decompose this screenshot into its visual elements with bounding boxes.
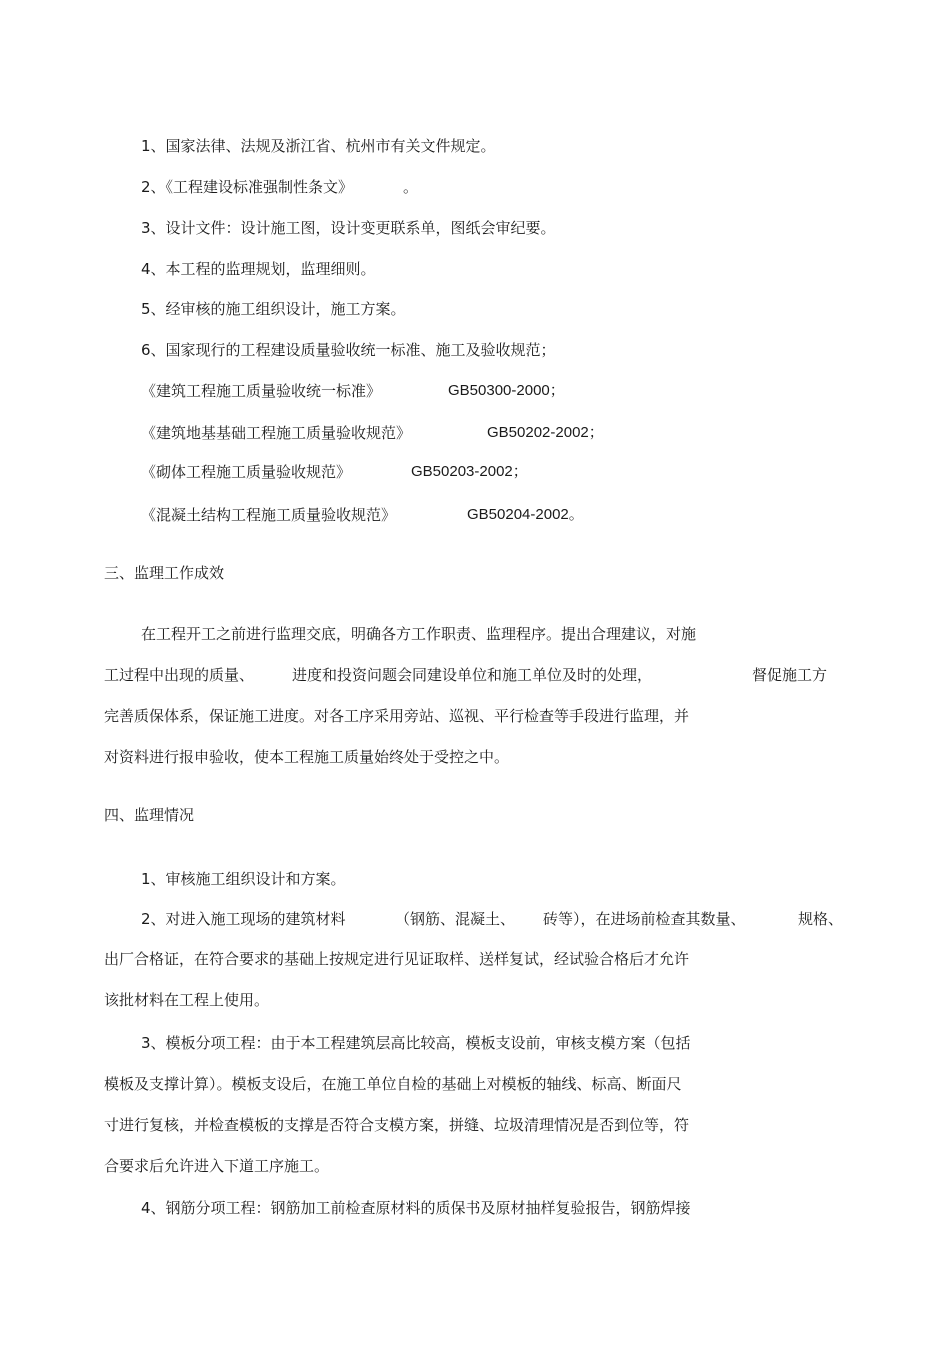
section-3-para-segment: 进度和投资问题会同建设单位和施工单位及时的处理， <box>292 666 653 684</box>
basis-item-3: 3、设计文件：设计施工图，设计变更联系单，图纸会审纪要。 <box>141 219 556 237</box>
basis-item-2-text: 2、《工程建设标准强制性条文》 <box>141 178 354 196</box>
section-3-heading: 三、监理工作成效 <box>104 564 225 582</box>
standard-name: 《砌体工程施工质量验收规范》 <box>141 463 352 481</box>
item-2-segment: 砖等），在进场前检查其数量、 <box>543 910 746 928</box>
section-4-item-2-line: 出厂合格证，在符合要求的基础上按规定进行见证取样、送样复试，经试验合格后才允许 <box>104 950 690 968</box>
section-4-item-3-line: 模板及支撑计算）。模板支设后，在施工单位自检的基础上对模板的轴线、标高、断面尺 <box>104 1075 682 1093</box>
section-4-item-1: 1、审核施工组织设计和方案。 <box>141 870 346 888</box>
standard-code: GB50204-2002。 <box>467 506 584 523</box>
standard-name: 《建筑地基基础工程施工质量验收规范》 <box>141 424 412 442</box>
standard-row <box>141 423 604 443</box>
basis-item-4: 4、本工程的监理规划，监理细则。 <box>141 260 376 278</box>
section-3-para-line: 在工程开工之前进行监理交底，明确各方工作职责、监理程序。提出合理建议，对施 <box>141 625 697 643</box>
basis-item-5: 5、经审核的施工组织设计，施工方案。 <box>141 300 406 318</box>
item-2-segment: （钢筋、混凝土、 <box>395 910 516 928</box>
section-3-para-segment: 督促施工方 <box>752 666 828 684</box>
section-4-item-3-line: 合要求后允许进入下道工序施工。 <box>104 1157 330 1175</box>
section-3-para-line: 对资料进行报申验收，使本工程施工质量始终处于受控之中。 <box>104 748 510 766</box>
section-4-heading: 四、监理情况 <box>104 806 195 824</box>
section-4-item-3-line: 寸进行复核，并检查模板的支撑是否符合支模方案，拼缝、垃圾清理情况是否到位等，符 <box>104 1116 690 1134</box>
standard-row <box>141 462 528 482</box>
standard-row <box>141 505 584 525</box>
standard-name: 《建筑工程施工质量验收统一标准》 <box>141 382 382 400</box>
item-2-segment: 2、对进入施工现场的建筑材料 <box>141 910 346 928</box>
basis-item-2-period: 。 <box>403 178 419 196</box>
section-3-para-segment: 工过程中出现的质量、 <box>104 666 255 684</box>
section-3-para-line: 完善质保体系，保证施工进度。对各工序采用旁站、巡视、平行检查等手段进行监理，并 <box>104 707 690 725</box>
section-4-item-2-line <box>141 909 844 929</box>
basis-item-6: 6、国家现行的工程建设质量验收统一标准、施工及验收规范； <box>141 341 556 359</box>
section-3-para-line <box>104 665 828 685</box>
section-4-item-2-line: 该批材料在工程上使用。 <box>104 991 270 1009</box>
item-2-segment: 规格、 <box>798 910 844 928</box>
basis-item-1: 1、国家法律、法规及浙江省、杭州市有关文件规定。 <box>141 137 496 155</box>
standard-code: GB50300-2000； <box>448 382 565 399</box>
section-4-item-3-line: 3、模板分项工程：由于本工程建筑层高比较高，模板支设前，审核支模方案（包括 <box>141 1034 691 1052</box>
standard-code: GB50203-2002； <box>411 463 528 480</box>
standard-name: 《混凝土结构工程施工质量验收规范》 <box>141 506 397 524</box>
standard-row <box>141 381 565 401</box>
basis-item-2 <box>141 177 419 197</box>
section-4-item-4-line: 4、钢筋分项工程：钢筋加工前检查原材料的质保书及原材抽样复验报告，钢筋焊接 <box>141 1199 691 1217</box>
standard-code: GB50202-2002； <box>487 424 604 441</box>
